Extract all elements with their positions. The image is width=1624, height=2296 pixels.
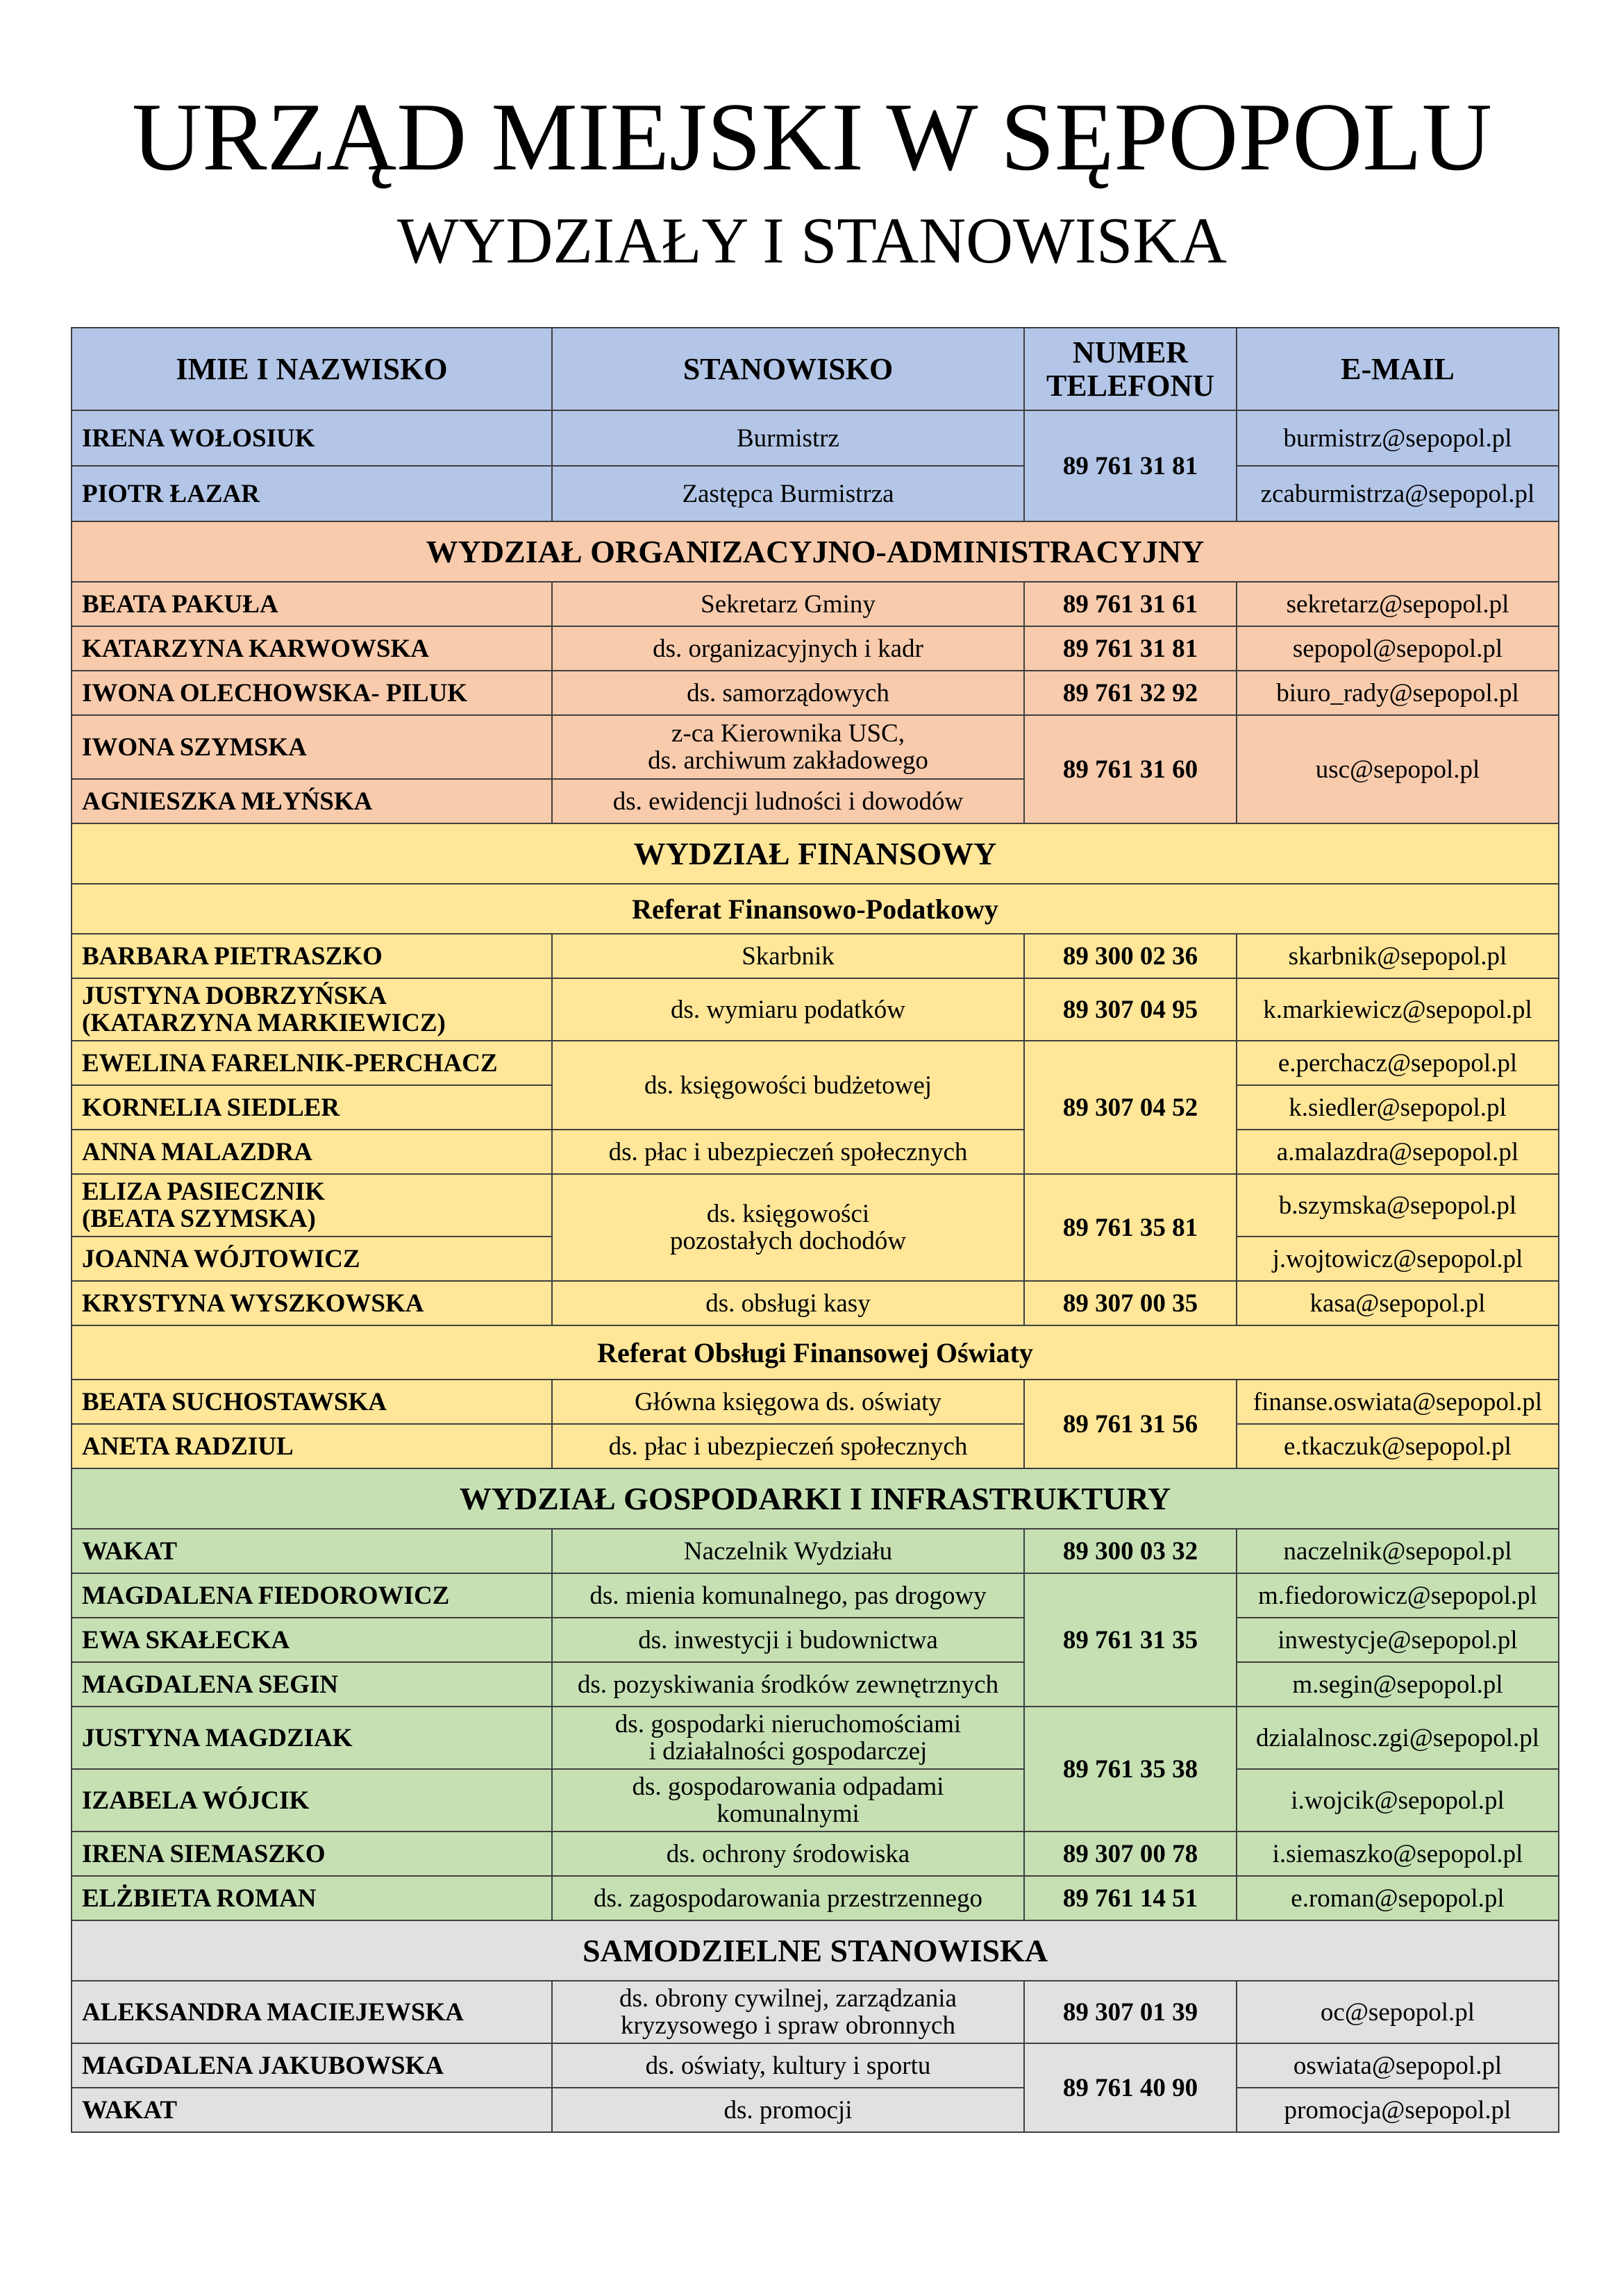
cell-email[interactable]: inwestycje@sepopol.pl [1237,1618,1559,1662]
cell-position-line-1: ds. gospodarowania odpadami [632,1773,944,1801]
cell-phone: 89 307 04 52 [1024,1041,1237,1174]
cell-position: ds. promocji [552,2088,1024,2132]
table-row [72,1174,1559,1237]
page-subtitle: WYDZIAŁY I STANOWISKA [396,205,1228,277]
cell-phone: 89 300 03 32 [1024,1529,1237,1573]
cell-email[interactable]: e.perchacz@sepopol.pl [1237,1041,1559,1085]
cell-position: ds. organizacyjnych i kadr [552,626,1024,671]
cell-email[interactable]: sepopol@sepopol.pl [1237,626,1559,671]
cell-name: IZABELA WÓJCIK [72,1769,552,1832]
table-row [72,1041,1559,1085]
cell-name: ANETA RADZIUL [72,1424,552,1468]
cell-position [552,1769,1024,1832]
table-row [72,1573,1559,1618]
section-header-row [72,521,1559,582]
cell-name: JUSTYNA MAGDZIAK [72,1707,552,1769]
cell-name: IRENA SIEMASZKO [72,1832,552,1876]
cell-position: ds. ewidencji ludności i dowodów [552,779,1024,823]
table-row [72,1662,1559,1707]
cell-phone: 89 761 31 61 [1024,582,1237,626]
cell-name: EWELINA FARELNIK-PERCHACZ [72,1041,552,1085]
cell-phone: 89 761 31 81 [1024,410,1237,521]
cell-name: KATARZYNA KARWOWSKA [72,626,552,671]
cell-name: JOANNA WÓJTOWICZ [72,1237,552,1281]
table-row [72,626,1559,671]
table-row [72,934,1559,978]
cell-email[interactable]: usc@sepopol.pl [1237,715,1559,823]
cell-email[interactable]: promocja@sepopol.pl [1237,2088,1559,2132]
cell-name: PIOTR ŁAZAR [72,466,552,521]
cell-name: ANNA MALAZDRA [72,1130,552,1174]
subsection-header-row [72,1325,1559,1380]
header-phone-line-2: TELEFONU [1046,368,1215,403]
table-row [72,1281,1559,1325]
cell-position: ds. księgowości budżetowej [552,1041,1024,1130]
cell-email[interactable]: m.segin@sepopol.pl [1237,1662,1559,1707]
staff-table [71,327,1559,2133]
cell-position: ds. wymiaru podatków [552,978,1024,1041]
cell-phone: 89 761 40 90 [1024,2043,1237,2132]
cell-position: ds. obsługi kasy [552,1281,1024,1325]
cell-email[interactable]: dzialalnosc.zgi@sepopol.pl [1237,1707,1559,1769]
header-email: E-MAIL [1237,328,1559,410]
cell-phone: 89 761 31 56 [1024,1380,1237,1468]
cell-position [552,1981,1024,2043]
cell-position: ds. oświaty, kultury i sportu [552,2043,1024,2088]
table-row [72,1832,1559,1876]
cell-name: BEATA PAKUŁA [72,582,552,626]
cell-email[interactable]: oc@sepopol.pl [1237,1981,1559,2043]
cell-name: MAGDALENA SEGIN [72,1662,552,1707]
section-header-row [72,823,1559,884]
table-row [72,1424,1559,1468]
cell-email[interactable]: finanse.oswiata@sepopol.pl [1237,1380,1559,1424]
table-row [72,671,1559,715]
cell-position-line-2: i działalności gospodarczej [648,1737,928,1766]
cell-phone: 89 761 14 51 [1024,1876,1237,1920]
cell-phone: 89 761 35 38 [1024,1707,1237,1832]
header-phone-line-1: NUMER [1072,335,1189,369]
table-row [72,2043,1559,2088]
cell-position-line-1: ds. gospodarki nieruchomościami [614,1710,962,1738]
cell-position: Zastępca Burmistrza [552,466,1024,521]
cell-name: EWA SKAŁECKA [72,1618,552,1662]
cell-email[interactable]: e.tkaczuk@sepopol.pl [1237,1424,1559,1468]
cell-position-line-1: ds. obrony cywilnej, zarządzania [619,1984,957,2013]
section-title-gosp: WYDZIAŁ GOSPODARKI I INFRASTRUKTURY [72,1468,1559,1529]
cell-phone: 89 761 31 60 [1024,715,1237,823]
cell-name: ALEKSANDRA MACIEJEWSKA [72,1981,552,2043]
table-row [72,410,1559,466]
section-header-row [72,1468,1559,1529]
header-position: STANOWISKO [552,328,1024,410]
cell-phone: 89 300 02 36 [1024,934,1237,978]
cell-name: IRENA WOŁOSIUK [72,410,552,466]
cell-name-line-2: (BEATA SZYMSKA) [82,1205,316,1233]
table-row [72,978,1559,1041]
cell-name: KORNELIA SIEDLER [72,1085,552,1130]
cell-email[interactable]: burmistrz@sepopol.pl [1237,410,1559,466]
cell-name: MAGDALENA JAKUBOWSKA [72,2043,552,2088]
cell-position: ds. pozyskiwania środków zewnętrznych [552,1662,1024,1707]
cell-email[interactable]: m.fiedorowicz@sepopol.pl [1237,1573,1559,1618]
table-row [72,2088,1559,2132]
cell-position: ds. zagospodarowania przestrzennego [552,1876,1024,1920]
cell-email[interactable]: naczelnik@sepopol.pl [1237,1529,1559,1573]
cell-position-line-2: kryzysowego i spraw obronnych [621,2011,955,2040]
cell-position: Skarbnik [552,934,1024,978]
cell-name: WAKAT [72,2088,552,2132]
table-row [72,582,1559,626]
cell-name-line-1: ELIZA PASIECZNIK [82,1178,325,1206]
section-title-org: WYDZIAŁ ORGANIZACYJNO-ADMINISTRACYJNY [72,521,1559,582]
cell-position: Burmistrz [552,410,1024,466]
cell-phone: 89 307 00 35 [1024,1281,1237,1325]
cell-name: KRYSTYNA WYSZKOWSKA [72,1281,552,1325]
cell-phone: 89 307 04 95 [1024,978,1237,1041]
cell-position: Sekretarz Gminy [552,582,1024,626]
cell-email[interactable]: skarbnik@sepopol.pl [1237,934,1559,978]
table-row [72,715,1559,779]
cell-email[interactable]: i.wojcik@sepopol.pl [1237,1769,1559,1832]
cell-name: BEATA SUCHOSTAWSKA [72,1380,552,1424]
cell-name: WAKAT [72,1529,552,1573]
cell-email[interactable]: a.malazdra@sepopol.pl [1237,1130,1559,1174]
cell-position: ds. inwestycji i budownictwa [552,1618,1024,1662]
cell-position-line-1: z-ca Kierownika USC, [671,719,905,748]
table-row [72,1130,1559,1174]
cell-name: BARBARA PIETRASZKO [72,934,552,978]
cell-email[interactable]: k.siedler@sepopol.pl [1237,1085,1559,1130]
cell-position-line-2: pozostałych dochodów [669,1227,907,1255]
cell-position-line-2: komunalnymi [717,1800,860,1828]
table-row [72,1618,1559,1662]
cell-position: ds. płac i ubezpieczeń społecznych [552,1424,1024,1468]
page-title: URZĄD MIEJSKI W SĘPOPOLU [132,83,1492,191]
section-header-row [72,1920,1559,1981]
cell-email[interactable]: e.roman@sepopol.pl [1237,1876,1559,1920]
cell-position [552,1707,1024,1769]
subsection-header-row [72,884,1559,934]
cell-email[interactable]: j.wojtowicz@sepopol.pl [1237,1237,1559,1281]
cell-position: ds. mienia komunalnego, pas drogowy [552,1573,1024,1618]
cell-position: ds. ochrony środowiska [552,1832,1024,1876]
section-title-fin: WYDZIAŁ FINANSOWY [72,823,1559,884]
table-row [72,1981,1559,2043]
table-row [72,1529,1559,1573]
cell-name-line-2: (KATARZYNA MARKIEWICZ) [82,1009,446,1037]
cell-email[interactable]: oswiata@sepopol.pl [1237,2043,1559,2088]
table-row [72,1707,1559,1769]
cell-name: IWONA SZYMSKA [72,715,552,779]
cell-email[interactable]: sekretarz@sepopol.pl [1237,582,1559,626]
cell-phone: 89 761 31 81 [1024,626,1237,671]
header-phone [1024,328,1237,410]
cell-name-line-1: JUSTYNA DOBRZYŃSKA [82,982,387,1010]
cell-name [72,978,552,1041]
cell-name: ELŻBIETA ROMAN [72,1876,552,1920]
table-row [72,1876,1559,1920]
table-row [72,1380,1559,1424]
cell-position [552,1174,1024,1281]
cell-position-line-1: ds. księgowości [706,1200,870,1228]
cell-email[interactable]: kasa@sepopol.pl [1237,1281,1559,1325]
cell-position [552,715,1024,779]
subsection-title-fin-oswiata: Referat Obsługi Finansowej Oświaty [72,1325,1559,1380]
cell-email[interactable]: zcaburmistrza@sepopol.pl [1237,466,1559,521]
cell-name [72,1174,552,1237]
cell-position-line-2: ds. archiwum zakładowego [648,746,928,775]
cell-phone: 89 761 31 35 [1024,1573,1237,1707]
cell-email[interactable]: biuro_rady@sepopol.pl [1237,671,1559,715]
table-header-row [72,328,1559,410]
cell-name: IWONA OLECHOWSKA- PILUK [72,671,552,715]
cell-position: Główna księgowa ds. oświaty [552,1380,1024,1424]
cell-phone: 89 761 35 81 [1024,1174,1237,1281]
table-row [72,1769,1559,1832]
cell-position: ds. samorządowych [552,671,1024,715]
cell-email[interactable]: b.szymska@sepopol.pl [1237,1174,1559,1237]
table-row [72,466,1559,521]
cell-name: AGNIESZKA MŁYŃSKA [72,779,552,823]
subsection-title-fin-podatkowy: Referat Finansowo-Podatkowy [72,884,1559,934]
cell-phone: 89 761 32 92 [1024,671,1237,715]
cell-phone: 89 307 00 78 [1024,1832,1237,1876]
cell-position: Naczelnik Wydziału [552,1529,1024,1573]
cell-email[interactable]: i.siemaszko@sepopol.pl [1237,1832,1559,1876]
section-title-sam: SAMODZIELNE STANOWISKA [72,1920,1559,1981]
cell-email[interactable]: k.markiewicz@sepopol.pl [1237,978,1559,1041]
cell-phone: 89 307 01 39 [1024,1981,1237,2043]
cell-name: MAGDALENA FIEDOROWICZ [72,1573,552,1618]
header-name: IMIE I NAZWISKO [72,328,552,410]
cell-position: ds. płac i ubezpieczeń społecznych [552,1130,1024,1174]
